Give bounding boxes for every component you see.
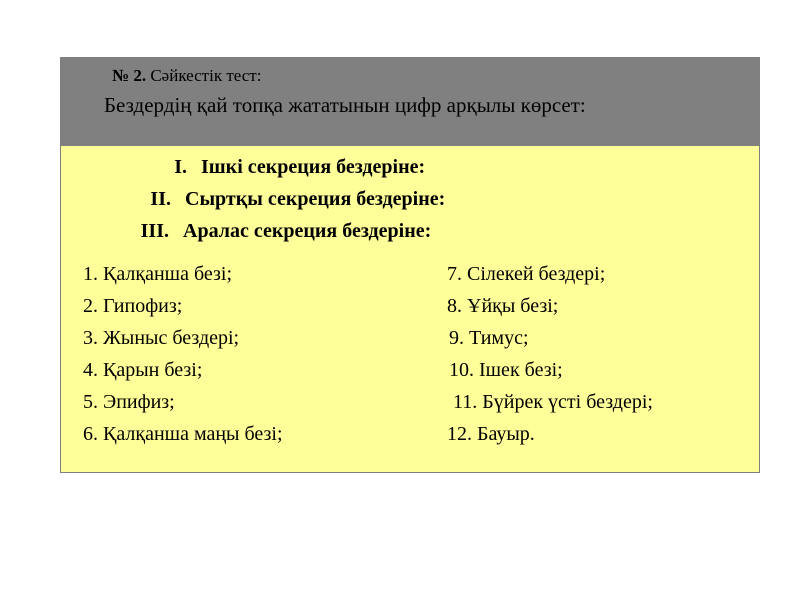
list-item-right-9: 9. Тимус; xyxy=(449,327,529,349)
group-numeral: II. xyxy=(150,188,171,210)
list-item-right-8: 8. Ұйқы безі; xyxy=(447,295,559,317)
test-title xyxy=(112,66,261,86)
group-numeral: I. xyxy=(174,156,187,178)
list-item-left-3: 3. Жыныс бездері; xyxy=(83,327,240,349)
list-item-left-6: 6. Қалқанша маңы безі; xyxy=(83,423,283,445)
group-2 xyxy=(135,188,445,211)
group-3 xyxy=(133,220,431,243)
test-instruction: Бездердің қай топқа жататынын цифр арқылы көрсет: xyxy=(104,93,586,117)
test-number: № 2. xyxy=(112,66,147,85)
header-panel xyxy=(60,57,760,145)
group-numeral: III. xyxy=(140,220,169,242)
group-label: Аралас секреция бездеріне: xyxy=(183,220,432,242)
list-item-right-7: 7. Сілекей бездері; xyxy=(447,263,606,285)
group-label: Сыртқы секреция бездеріне: xyxy=(185,188,446,210)
list-item-left-5: 5. Эпифиз; xyxy=(83,391,175,413)
list-item-left-1: 1. Қалқанша безі; xyxy=(83,263,232,285)
group-1 xyxy=(151,156,425,179)
group-label: Ішкі секреция бездеріне: xyxy=(201,156,426,178)
test-type: Сәйкестік тест: xyxy=(150,66,262,85)
list-item-right-10: 10. Ішек безі; xyxy=(449,359,563,381)
list-item-right-12: 12. Бауыр. xyxy=(447,423,535,445)
list-item-left-2: 2. Гипофиз; xyxy=(83,295,183,317)
list-item-right-11: 11. Бүйрек үсті бездері; xyxy=(453,391,653,413)
content-panel xyxy=(60,145,760,473)
list-item-left-4: 4. Қарын безі; xyxy=(83,359,203,381)
